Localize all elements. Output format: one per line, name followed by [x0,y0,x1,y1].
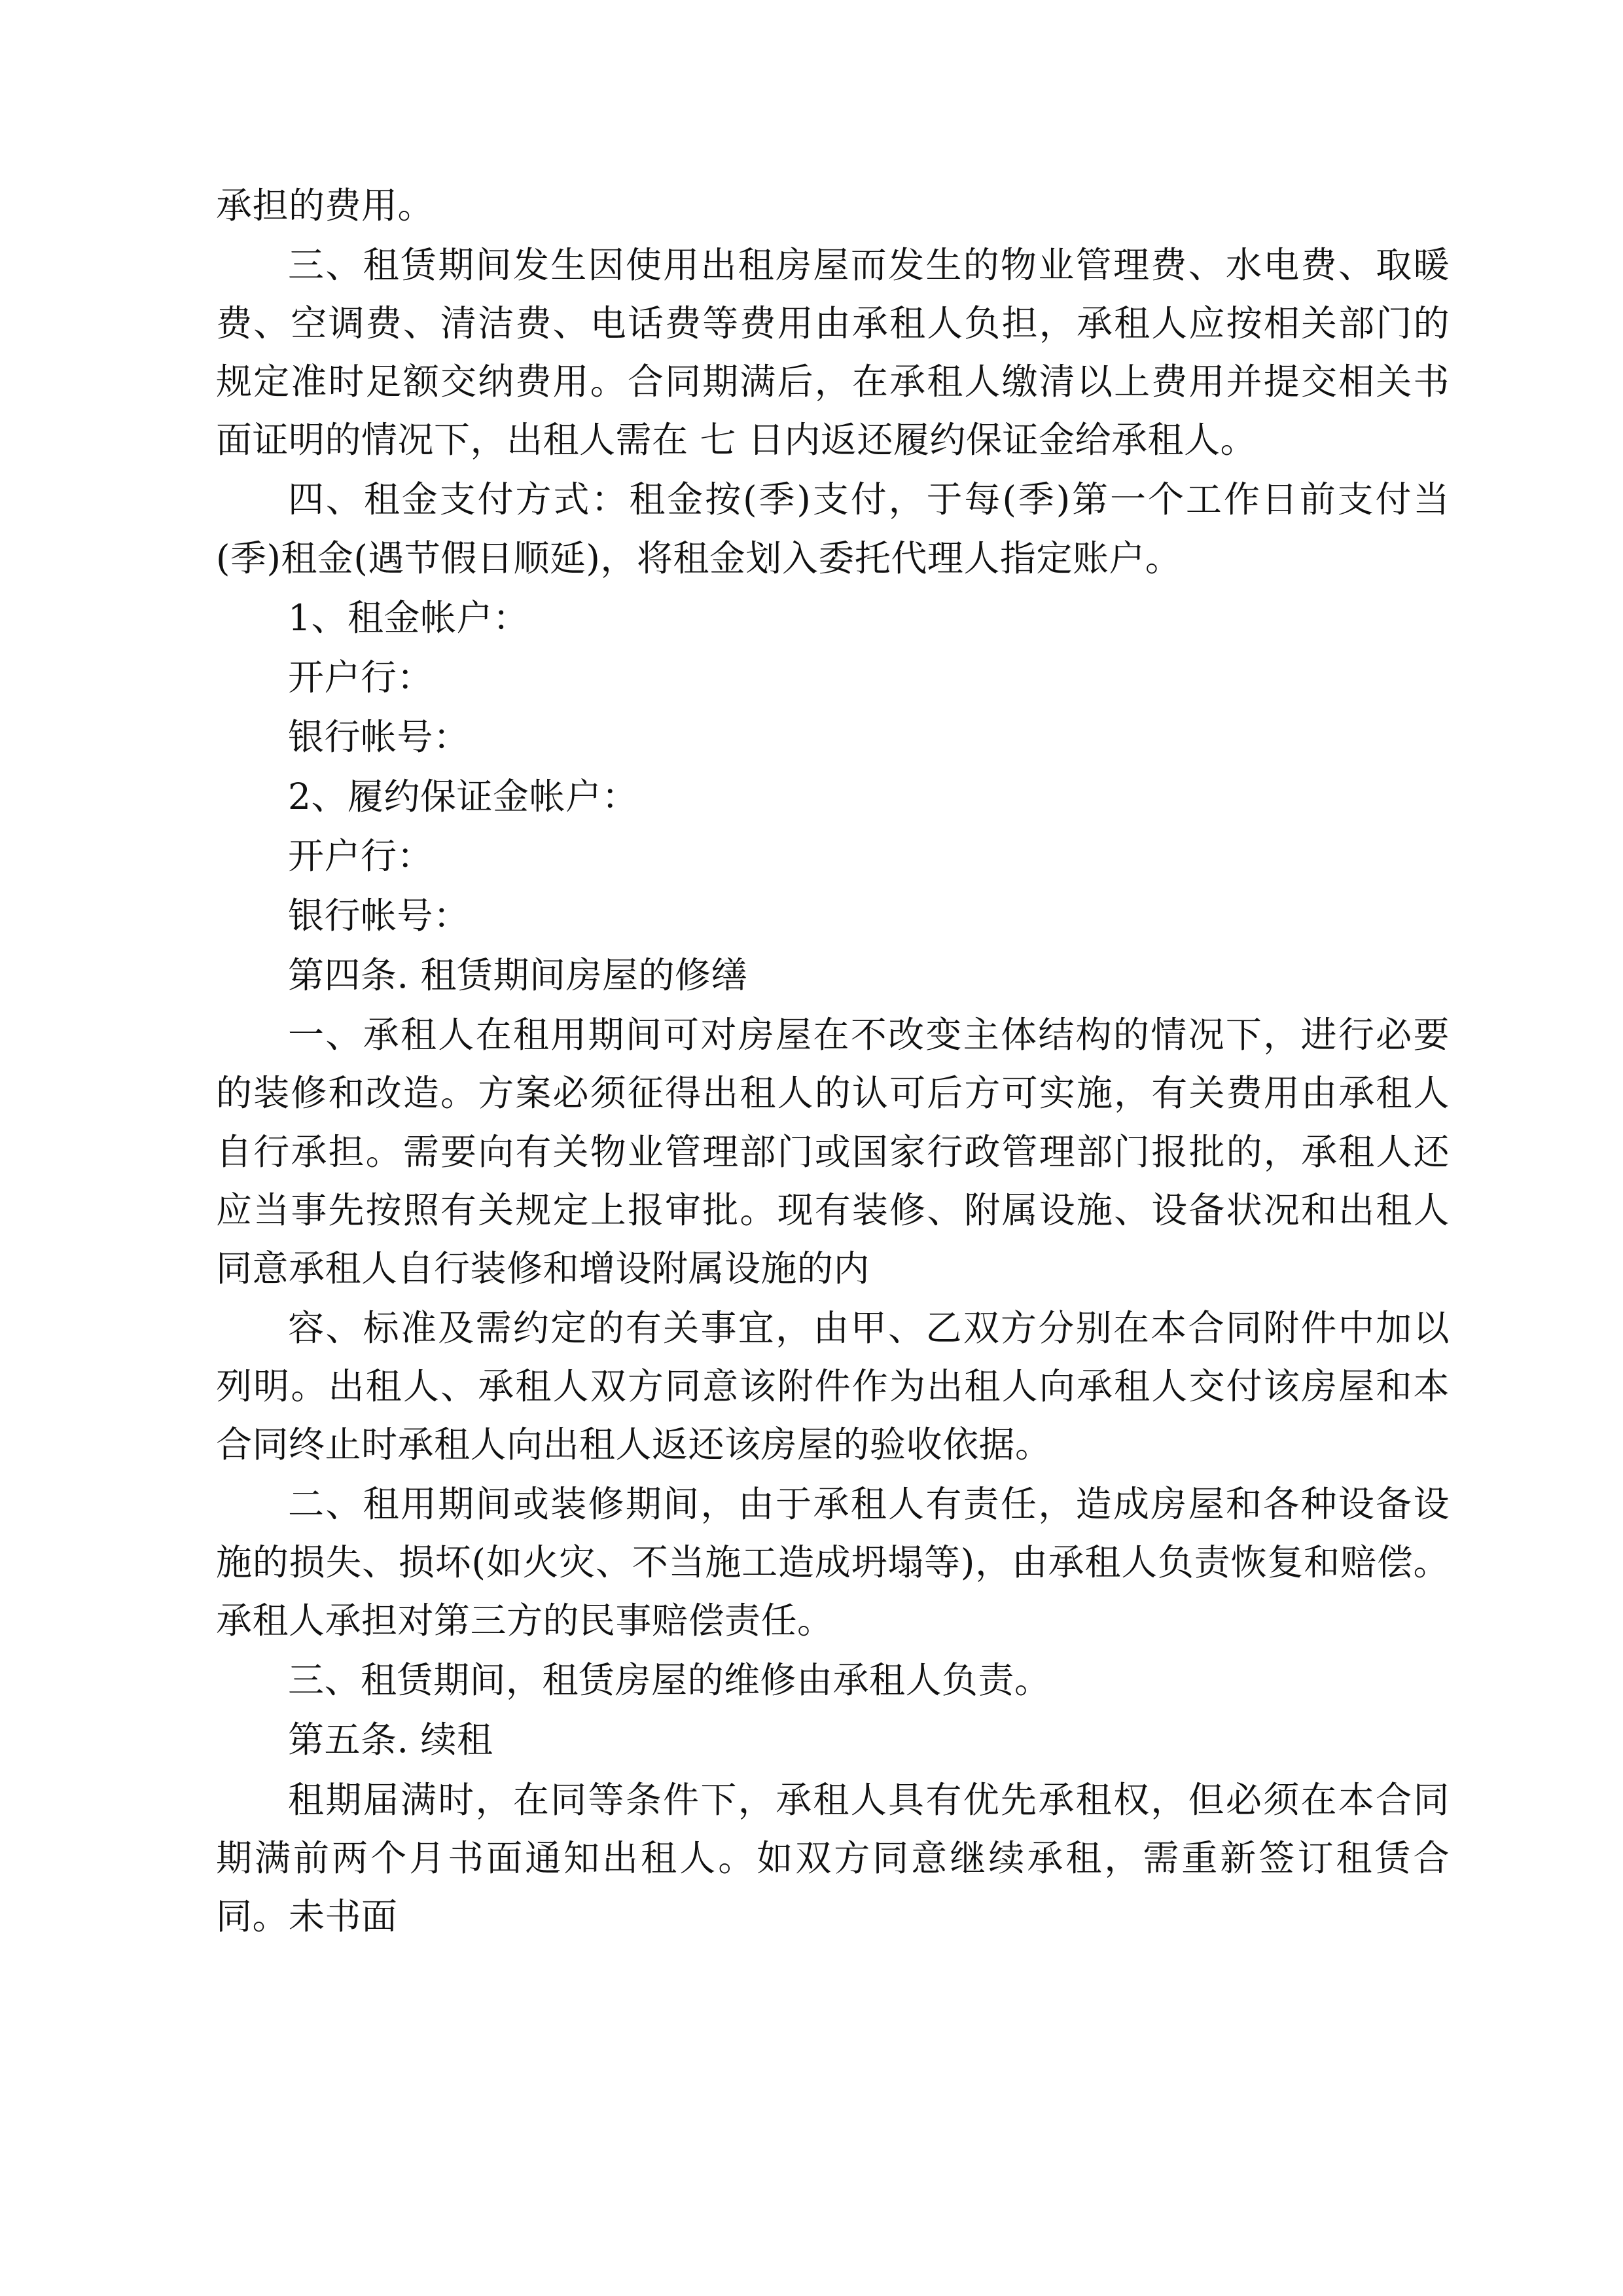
paragraph-carry-over: 承担的费用。 [216,185,435,226]
document-body [216,177,1450,1946]
paragraph-article-four-item-one: 一、承租人在租用期间可对房屋在不改变主体结构的情况下，进行必要的装修和改造。方案必须征得出租人的认可后方可实施，有关费用由承租人自行承担。需要向有关物业管理部门或国家行政管理部门报批的，承租人还应当事先按照有关规定上报审批。现有装修、附属设施、设备状况和出租人同意承租人自行装修和增设附属设施的内 [216,1014,1450,1289]
paragraph-clause-four-payment: 四、租金支付方式：租金按(季)支付，于每(季)第一个工作日前支付当(季)租金(遇节假日顺延)，将租金划入委托代理人指定账户。 [216,478,1450,579]
paragraph-article-four-item-one-cont: 容、标准及需约定的有关事宜，由甲、乙双方分别在本合同附件中加以列明。出租人、承租人双方同意该附件作为出租人向承租人交付该房屋和本合同终止时承租人向出租人返还该房屋的验收依据。 [216,1306,1450,1465]
paragraph-article-four-item-two: 二、租用期间或装修期间，由于承租人有责任，造成房屋和各种设备设施的损失、损坏(如火灾、不当施工造成坍塌等)，由承租人负责恢复和赔偿。承租人承担对第三方的民事赔偿责任。 [216,1483,1450,1642]
paragraph-rent-account-bank: 开户行： [288,656,434,698]
paragraph-deposit-account-bank: 开户行： [288,835,434,878]
paragraph-article-five-renewal: 租期届满时，在同等条件下，承租人具有优先承租权，但必须在本合同期满前两个月书面通知出租人。如双方同意继续承租，需重新签订租赁合同。未书面 [216,1778,1450,1937]
paragraph-article-four-item-three: 三、租赁期间，租赁房屋的维修由承租人负责。 [288,1659,1051,1702]
heading-article-four: 第四条. 租赁期间房屋的修缮 [288,954,747,997]
paragraph-rent-account-number: 银行帐号： [288,715,470,758]
paragraph-rent-account-heading: 1、租金帐户： [288,596,529,639]
heading-article-five: 第五条. 续租 [288,1719,493,1761]
paragraph-clause-three-fees: 三、租赁期间发生因使用出租房屋而发生的物业管理费、水电费、取暖费、空调费、清洁费、电话费等费用由承租人负担，承租人应按相关部门的规定准时足额交纳费用。合同期满后，在承租人缴清以上费用并提交相关书面证明的情况下，出租人需在 七 日内返还履约保证金给承租人。 [216,244,1450,461]
paragraph-deposit-account-heading: 2、履约保证金帐户： [288,775,638,817]
paragraph-deposit-account-number: 银行帐号： [288,895,470,937]
